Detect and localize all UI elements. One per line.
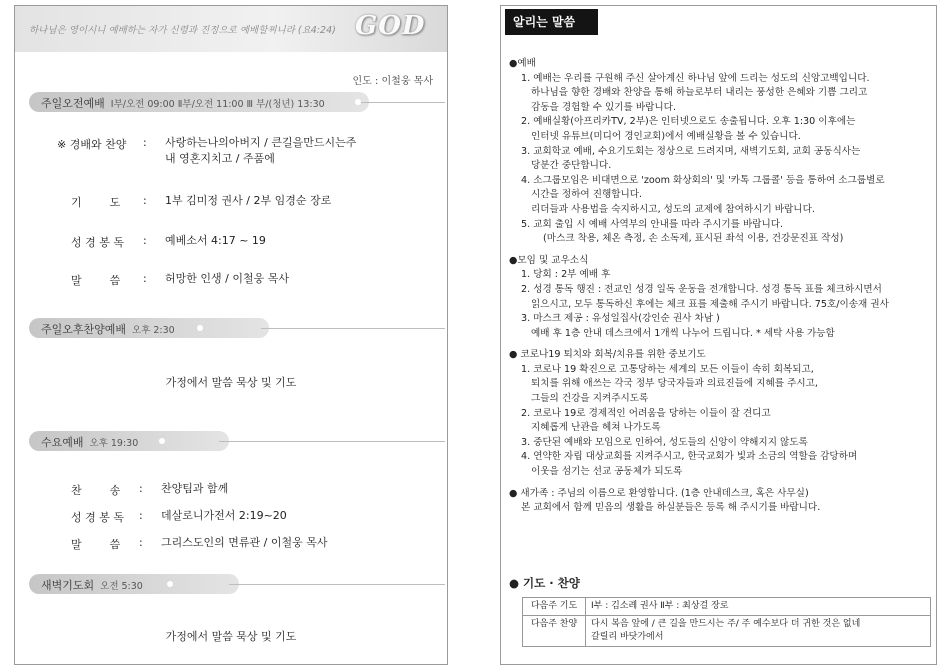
section-title: 수요예배: [41, 436, 84, 449]
item-label-prayer: 기 도: [71, 196, 121, 209]
list-item: 퇴치를 위해 애쓰는 각국 정부 당국자들과 의료진들에 지혜를 주시고,: [531, 378, 818, 390]
list-item: 하나님을 향한 경배와 찬양을 통해 하늘로부터 내리는 풍성한 은혜와 기쁨 그리고: [531, 87, 868, 99]
table-cell-key: 다음주 기도: [523, 598, 586, 616]
section-afternoon-worship: [29, 318, 449, 338]
god-logo: GOD: [355, 11, 426, 41]
list-item: 시간을 정하여 진행합니다.: [531, 189, 643, 201]
list-item: 예배 후 1층 안내 데스크에서 1개씩 나누어 드립니다. * 세탁 사용 가능함: [531, 327, 835, 339]
list-item: 지혜롭게 난관을 헤쳐 나가도록: [531, 422, 661, 434]
worship-schedule-panel: 하나님은 영이시니 예배하는 자가 신령과 진정으로 예배할찌니라 (요4:24) GOD 인도 : 이철웅 목사 주일오전예배 Ⅰ부/오전 09:00 Ⅱ부/오전 11:00 Ⅲ 부/(청년) 13:30 ※ 경배와 찬양 : 사랑하는나의아버지 / 큰길을만드시는주 내 영혼지치고 / 주품에 기 도 : 1부 김미정 권사 / 2부 임경순 장로 성 경 봉 독 : 예베소서 4:17 ~ 19 말 씀 : 허망한 인생 / 이철웅 목사 주일오후찬양예배 오후 2:30 가정에서 말씀 묵상 및 기도 수요예배 오후 19:30 찬 송 : 찬양팀과 함께 성 경 봉 독 : 데살로니가전서 2:19~20 말 씀 : 그리스도인의 면류관 / 이철웅 목사 새벽기도회 오전 5:30 가정에서 말씀 묵상 및 기도: [14, 5, 448, 665]
item-label-scripture-wed: 성 경 봉 독: [71, 511, 124, 524]
dawn-content: 가정에서 말씀 묵상 및 기도: [165, 630, 297, 643]
list-item: 3. 교회학교 예배, 수요기도회는 정상으로 드려지며, 새벽기도회, 교회 공동식사는: [521, 145, 861, 157]
list-item: 3. 마스크 제공 : 유성일집사(강인순 권사 차남 ): [521, 313, 720, 325]
item-value-prayer: 1부 김미정 권사 / 2부 임경순 장로: [165, 194, 332, 207]
list-item: 4. 소그룹모임은 비대면으로 'zoom 화상회의' 및 '카톡 그룹콜' 등을 통하여 소그룹별로: [521, 174, 885, 186]
list-item: 리더들과 사용법을 숙지하시고, 성도의 교제에 참여하시기 바랍니다.: [531, 203, 815, 215]
section-time: 오후 2:30: [132, 325, 175, 336]
item-value-praise: 사랑하는나의아버지 / 큰길을만드시는주 내 영혼지치고 / 주품에: [165, 136, 357, 165]
section-title: 주일오후찬양예배: [41, 323, 127, 336]
list-item: 2. 코로나 19로 경제적인 어려움을 당하는 이들이 잘 견디고: [521, 407, 771, 419]
item-value-sermon: 허망한 인생 / 이철웅 목사: [165, 272, 289, 285]
item-value-hymn: 찬양팀과 함께: [161, 482, 229, 495]
prayer-praise-heading: ● 기도 · 찬양: [509, 576, 580, 590]
header-banner: [15, 6, 447, 52]
announcements-banner: 알리는 말씀: [505, 9, 598, 35]
meeting-heading: ●모임 및 교우소식: [509, 254, 589, 266]
item-value-scripture: 예베소서 4:17 ~ 19: [165, 234, 266, 247]
list-item: 감동을 경험할 수 있기를 바랍니다.: [531, 101, 676, 113]
list-item: 1. 당회 : 2부 예배 후: [521, 269, 611, 281]
list-item: 4. 연약한 자립 대상교회를 지켜주시고, 한국교회가 빛과 소금의 역할을 감당하며: [521, 451, 858, 463]
list-item: 인터넷 유튜브(미디어 경인교회)에서 예배실황을 볼 수 있습니다.: [531, 130, 801, 142]
item-label-hymn: 찬 송: [71, 484, 121, 497]
list-item: 1. 예배는 우리를 구원해 주신 살아계신 하나님 앞에 드리는 성도의 신앙고백입니다.: [521, 72, 870, 84]
section-title: 새벽기도회: [41, 579, 95, 592]
list-item: (마스크 착용, 체온 측정, 손 소독제, 표시된 좌석 이용, 건강문진표 작성): [543, 233, 844, 245]
section-wednesday-worship: [29, 431, 449, 451]
item-label-praise: ※ 경배와 찬양: [57, 138, 127, 151]
section-morning-worship: [29, 92, 449, 112]
list-item: 당분간 중단합니다.: [531, 160, 612, 172]
covid-heading: ● 코로나19 퇴치와 회복/치유를 위한 중보기도: [509, 349, 706, 361]
table-row: [523, 616, 931, 647]
announcements-body: [509, 57, 889, 516]
list-item: 이웃을 섬기는 선교 공동체가 되도록: [531, 466, 683, 478]
item-label-scripture: 성 경 봉 독: [71, 236, 124, 249]
list-item: 3. 중단된 예배와 모임으로 인하여, 성도들의 신앙이 약해지지 않도록: [521, 436, 808, 448]
section-time: 오후 19:30: [89, 438, 139, 449]
afternoon-content: 가정에서 말씀 묵상 및 기도: [165, 376, 297, 389]
section-time: 오전 5:30: [100, 581, 143, 592]
item-value-sermon-wed: 그리스도인의 면류관 / 이철웅 목사: [161, 536, 328, 549]
list-item: 그들의 건강을 지켜주시도록: [531, 393, 649, 405]
section-title: 주일오전예배: [41, 97, 105, 110]
section-time: Ⅰ부/오전 09:00 Ⅱ부/오전 11:00 Ⅲ 부/(청년) 13:30: [110, 99, 325, 110]
section-dawn-prayer: [29, 574, 449, 594]
newcomers-line: ● 새가족 : 주님의 이름으로 환영합니다. (1층 안내데스크, 혹은 사무실): [509, 487, 809, 499]
table-row: [523, 598, 931, 616]
header-verse: 하나님은 영이시니 예배하는 자가 신령과 진정으로 예배할찌니라 (요4:24): [29, 25, 336, 36]
list-item: 5. 교회 출입 시 예배 사역부의 안내를 따라 주시기를 바랍니다.: [521, 218, 784, 230]
item-value-scripture-wed: 데살로니가전서 2:19~20: [161, 509, 287, 522]
preacher-label: 인도 : 이철웅 목사: [352, 76, 433, 87]
list-item: 1. 코로나 19 확진으로 고통당하는 세계의 모든 이들이 속히 회복되고,: [521, 363, 814, 375]
list-item: 2. 성경 통독 행진 : 전교인 성경 일독 운동을 전개합니다. 성경 통독 표를 체크하시면서: [521, 283, 882, 295]
worship-heading: ●예배: [509, 58, 536, 69]
newcomers-line: 본 교회에서 함께 믿음의 생활을 하실분들은 등록 해 주시기를 바랍니다.: [521, 502, 821, 514]
list-item: 읽으시고, 모두 통독하신 후에는 체크 표를 제출해 주시기 바랍니다. 75호/이송재 권사: [531, 298, 889, 310]
item-label-sermon-wed: 말 씀: [71, 538, 121, 551]
table-cell-value: Ⅰ부 : 김소례 권사 Ⅱ부 : 최상걸 장로: [586, 598, 931, 616]
item-label-sermon: 말 씀: [71, 274, 121, 287]
prayer-praise-table: [522, 597, 931, 647]
list-item: 2. 예배실황(아프리카TV, 2부)은 인터넷으로도 송출됩니다. 오후 1:30 이후에는: [521, 116, 856, 128]
table-cell-value: 다시 복음 앞에 / 큰 길을 만드시는 주/ 주 예수보다 더 귀한 것은 없네 갈릴리 바닷가에서: [586, 616, 931, 647]
table-cell-key: 다음주 찬양: [523, 616, 586, 647]
announcements-panel: [500, 5, 937, 665]
